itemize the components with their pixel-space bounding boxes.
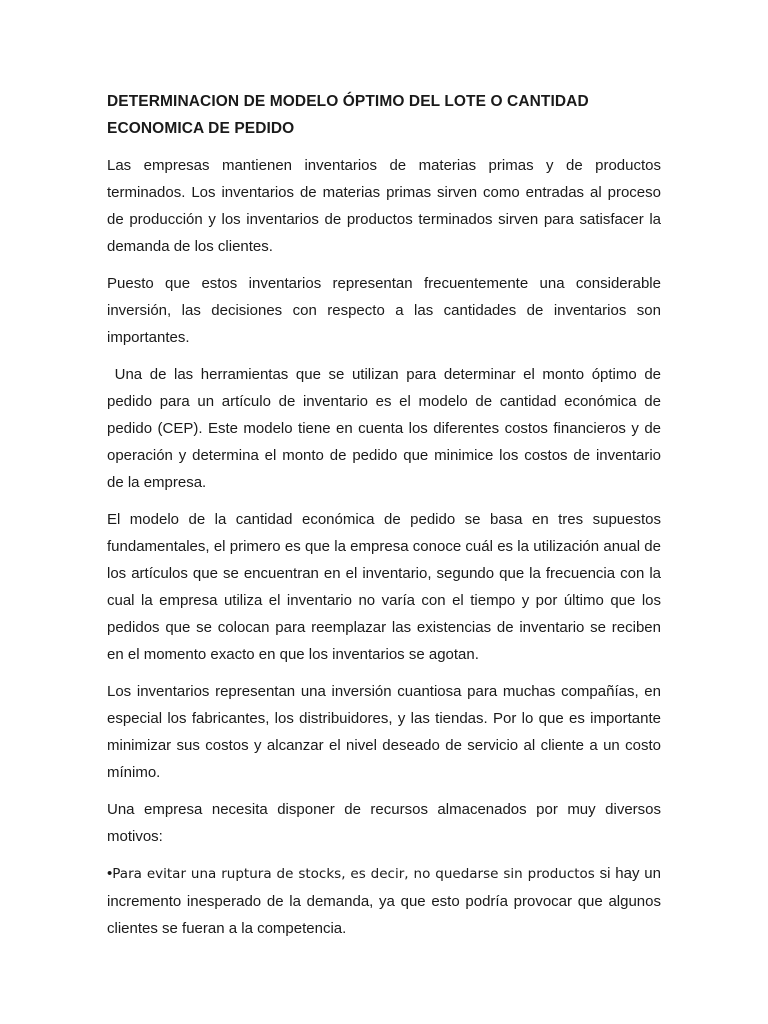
paragraph-4: El modelo de la cantidad económica de pedido se basa en tres supuestos fundamentales, el primero es que la empresa conoce cuál es la utilización anual de los artículos que se encuentran en el inventario, segundo que la frecuencia con la cual la empresa utiliza el inventario no varía con el tiempo y por último que los pedidos que se colocan para reemplazar las existencias de inventario se reciben en el momento exacto en que los inventarios se agotan.	[107, 511, 661, 663]
bullet-marker: •	[107, 865, 113, 882]
document-title: DETERMINACION DE MODELO ÓPTIMO DEL LOTE O CANTIDAD ECONOMICA DE PEDIDO	[107, 93, 589, 137]
bullet-item	[107, 860, 661, 942]
paragraph-6: Una empresa necesita disponer de recursos almacenados por muy diversos motivos:	[107, 801, 661, 845]
document-body	[107, 88, 666, 952]
bullet-lead-text: Para evitar una ruptura de stocks, es decir, no quedarse sin productos	[112, 866, 595, 882]
paragraph-5: Los inventarios representan una inversión cuantiosa para muchas compañías, en especial los fabricantes, los distribuidores, y las tiendas. Por lo que es importante minimizar sus costos y alcanzar el nivel deseado de servicio al cliente a un costo mínimo.	[107, 683, 661, 781]
bullet-rest-text: si hay un incremento inesperado de la demanda, ya que esto podría provocar que algunos clientes se fueran a la competencia.	[107, 865, 661, 937]
paragraph-1: Las empresas mantienen inventarios de materias primas y de productos terminados. Los inventarios de materias primas sirven como entradas al proceso de producción y los inventarios de productos terminados sirven para satisfacer la demanda de los clientes.	[107, 157, 661, 255]
paragraph-3: Una de las herramientas que se utilizan para determinar el monto óptimo de pedido para un artículo de inventario es el modelo de cantidad económica de pedido (CEP). Este modelo tiene en cuenta los diferentes costos financieros y de operación y determina el monto de pedido que minimice los costos de inventario de la empresa.	[107, 366, 666, 491]
paragraph-2: Puesto que estos inventarios representan frecuentemente una considerable inversión, las decisiones con respecto a las cantidades de inventarios son importantes.	[107, 275, 661, 346]
